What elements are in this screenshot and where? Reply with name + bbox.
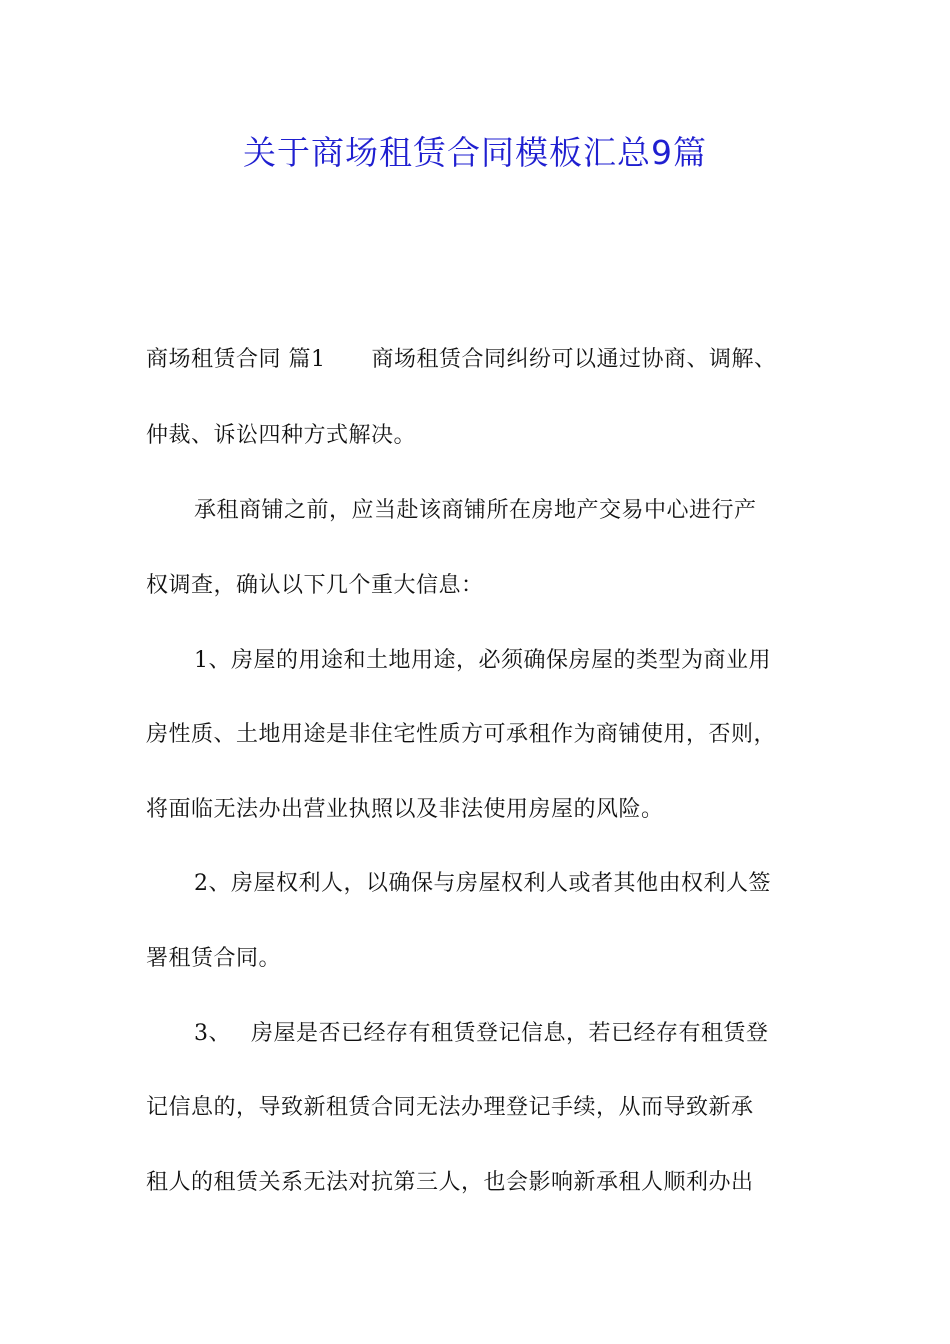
paragraph-line xyxy=(194,1019,769,1049)
paragraph-line xyxy=(146,345,777,375)
paragraph-line: 房性质、土地用途是非住宅性质方可承租作为商铺使用，否则， xyxy=(146,722,777,747)
paragraph-line: 署租赁合同。 xyxy=(146,946,282,971)
section-heading: 商场租赁合同 篇1 xyxy=(146,347,326,372)
paragraph-line: 2、房屋权利人，以确保与房屋权利人或者其他由权利人签 xyxy=(194,871,771,896)
paragraph-line: 仲裁、诉讼四种方式解决。 xyxy=(146,423,417,448)
list-number: 3、 xyxy=(194,1021,231,1046)
paragraph-line: 租人的租赁关系无法对抗第三人，也会影响新承租人顺利办出 xyxy=(146,1170,754,1195)
paragraph-line: 1、房屋的用途和土地用途，必须确保房屋的类型为商业用 xyxy=(194,648,771,673)
paragraph-text: 商场租赁合同纠纷可以通过协商、调解、 xyxy=(371,347,777,372)
document-title: 关于商场租赁合同模板汇总9篇 xyxy=(243,133,707,172)
paragraph-line: 将面临无法办出营业执照以及非法使用房屋的风险。 xyxy=(146,797,664,822)
paragraph-line: 承租商铺之前，应当赴该商铺所在房地产交易中心进行产 xyxy=(194,498,757,523)
paragraph-line: 权调查，确认以下几个重大信息： xyxy=(146,573,484,598)
paragraph-line: 记信息的，导致新租赁合同无法办理登记手续，从而导致新承 xyxy=(146,1095,754,1120)
paragraph-text: 房屋是否已经存有租赁登记信息，若已经存有租赁登 xyxy=(251,1021,769,1046)
